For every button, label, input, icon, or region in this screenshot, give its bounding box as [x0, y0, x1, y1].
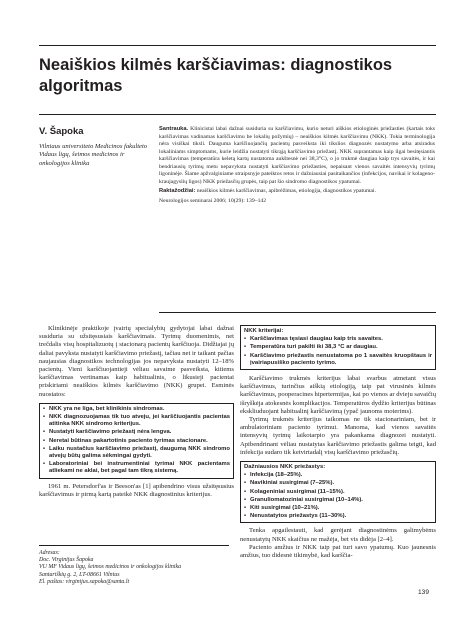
key-point: • Laiku nustačius karščiavimo priežastį, daugumą NKK sindromo atvejų būtų galima sėkmingai gydyti. — [43, 446, 230, 460]
history-paragraph: 1961 m. Petersdorf'as ir Beeson'as [1] apibendrino visus užsitęsusius karščiavimus ir pirmą kartą pateikė NKK diagnostinius kriterijus. — [39, 482, 234, 498]
cause-item: • Granuliomatoziniai susirgimai (10–14%). — [244, 497, 432, 504]
cause-item: • Infekcija (18–25%). — [244, 472, 432, 479]
article-title: Neaiškios kilmės karščiavimas: diagnostikos algoritmas — [39, 56, 393, 95]
abstract — [159, 126, 435, 207]
summary-label: Santrauka. — [159, 126, 189, 132]
key-point: • Nustatyti karščiavimo priežastį nėra lengva. — [43, 429, 230, 436]
address-line: Doc. Virginijus Šapoka — [39, 557, 94, 564]
keywords-text: neaiškios kilmės karščiavimas, apibrėžimas, etiologija, diagnostikos ypatumai. — [195, 188, 376, 194]
criteria-title: NKK kriterijai: — [244, 328, 284, 334]
criterion: • Karščiavimo priežastis nenustatoma po 1 savaitės kruopštaus ir įvairiapusiško paciento tyrimo. — [244, 353, 432, 367]
summary-text: Klinicistai labai dažnai susiduria su karščiavimu, kurio neturi aiškios etiologinės priežasties (kartais toks karščiavimas vadinamas karščiavimu be lokalių požymių) – neaiškios kilmės karščiavimu (NKK). Tokia terminologija nėra visiškai tiksli. Dauguma karščiuojančių pacientų pasveiksta iki tikslios diagnozės nustatymo arba atsiradus lokaliniams simptomams, kurie leidžia nustatyti tikrąją karščiavimo priežastį. NKK suprantamas kaip ilgai besitęsiantis karščiavimas (temperatūra keletą kartų nustatoma aukštesnė nei 38,3°C), o jo trukmė daugiau kaip trys savaitės, ir kai bendriausių tyrimų metu nepavyksta nustatyti karščiavimo priežasties, nepaisant vienos savaitės intensyvių tyrimų ligoninėje. Šiame apžvalginiame straipsnyje pateiktos retos ir dažniausiai pasitaikančios (infekcijos, navikai ir kolageno-kraujagyslių ligos) NKK priežasčių grupės, taip pat šio sindromo diagnostikos ypatumai. — [159, 126, 435, 185]
top-rule — [39, 45, 436, 46]
duration-paragraph: Karščiavimo trukmės kriterijus labai svarbus atmetant visus karščiavimus, turinčius aiškią etiologiją, taip pat virusinės kilmės karščiavimus, pooperacines hipertermijas, kai po vienos ar dvieju savaičių išryškėja atokesnės komplikacijos. Temperatūros dydžio kriterijus būtinas ekskliuduojant habitualinį karščiavimą (ypač jaunoms moterims). — [240, 375, 436, 415]
criterion: • Temperatūra turi pakilti iki 38,3 °C ar daugiau. — [244, 344, 432, 351]
title-rule — [39, 114, 436, 115]
page-number: 139 — [418, 589, 430, 596]
criterion: • Karščiavimas tęsiasi daugiau kaip tris savaites. — [244, 336, 432, 343]
criteria-box — [240, 325, 436, 370]
causes-title: Dažniausios NKK priežastys: — [244, 464, 326, 471]
causes-box — [240, 461, 436, 523]
email-line: El. paštas: virginijus.sapoka@santa.lt — [39, 578, 130, 585]
citation: Neurologijos seminarai 2006; 10(29): 139–142 — [159, 197, 267, 204]
cause-item: • Kiti susirgimai (10–21%). — [244, 505, 432, 512]
key-point: • Neretai būtinas pakartotinis paciento tyrimas stacionare. — [43, 438, 230, 445]
age-paragraph: Paciento amžius ir NKK taip pat turi savo ypatumų. Kuo jaunesnis amžius, tuo didesnė tikimybė, kad karščia- — [240, 543, 436, 560]
keywords-label: Raktažodžiai: — [159, 188, 196, 194]
key-point: • NKK diagnozuojamas tik tuo atveju, jei karščiuojantis pacientas atitinka NKK sindromo kriterijus. — [43, 414, 230, 428]
key-point: • NKK yra ne liga, bet klinikinis sindromas. — [43, 406, 230, 413]
author-name: V. Šapoka — [39, 126, 84, 137]
key-points-box — [39, 403, 234, 479]
author-block — [39, 126, 149, 168]
cause-item: • Navikiniai susirgimai (7–25%). — [244, 480, 432, 487]
intro-paragraph: Klinikinėje praktikoje įvairių specialybių gydytojai labai dažnai susiduria su užsitęsusiais karščiavimais. Tyrimų duomenimis, net trečdalis visų hospitalizuotų į stacionarą pacientų karščiuoja. Didžiajai jų daliai pavyksta nustatyti karščiavimo priežastį, tačiau net ir taikant pačias naujausias diagnostikos technologijas jos nepavyksta nustatyti 12–18% pacientų. Vieni karščiuojantieji vėliau savaime pasveiksta, kitiems karščiavimas vertinamas kaip habitualinis, o likusieji pacientai priskiriami neaiškios kilmės karščiavimo (NKK) grupei. Esminės nuostatos: — [39, 325, 234, 398]
address-line: VU MF Vidaus ligų, šeimos medicinos ir onkologijos klinika — [39, 564, 182, 571]
right-column — [240, 325, 436, 560]
left-column — [39, 325, 234, 499]
cause-item: • Nenustatytos priežastys (11–30%). — [244, 513, 432, 520]
abstract-summary — [159, 126, 435, 186]
cause-item: • Kolageniniai susirgimai (11–15%). — [244, 489, 432, 496]
address-label: Adresas: — [39, 550, 60, 556]
address-block — [39, 550, 229, 586]
key-point: • Laboratoriniai bei instrumentiniai tyrimai NKK pacientams atliekami ne aklai, bet pagal tam tikrą sistemą. — [43, 461, 230, 475]
abstract-keywords — [159, 188, 435, 196]
address-line: Santariškių g. 2, LT-08661 Vilnius — [39, 571, 120, 578]
author-affiliation: Vilniaus universiteto Medicinos fakulteto Vidaus ligų, šeimos medicinos ir onkologijos klinika — [39, 143, 148, 167]
footer-rule — [39, 545, 229, 546]
trend-paragraph: Tenka apgailestauti, kad gerėjant diagnostinėms galimybėms nenustatytų NKK skaičius ne mažėja, bet vis didėja [2–4]. — [240, 527, 436, 543]
study-paragraph: Tyrimų trukmės kriterijus taikomas ne tik stacionariniam, bet ir ambulatoriniam paciento tyrimui. Manoma, kad vienos savaitės intensyvių tyrimų laikotarpio yra pakankama diagnozei nustatyti. Apibendrinant vėliau nustatytas karščiavimo priežastis galima teigti, kad infekcija sudaro tik ketvirtadalį visų karščiavimo priežasčių. — [240, 416, 436, 456]
abstract-rule — [159, 312, 436, 313]
